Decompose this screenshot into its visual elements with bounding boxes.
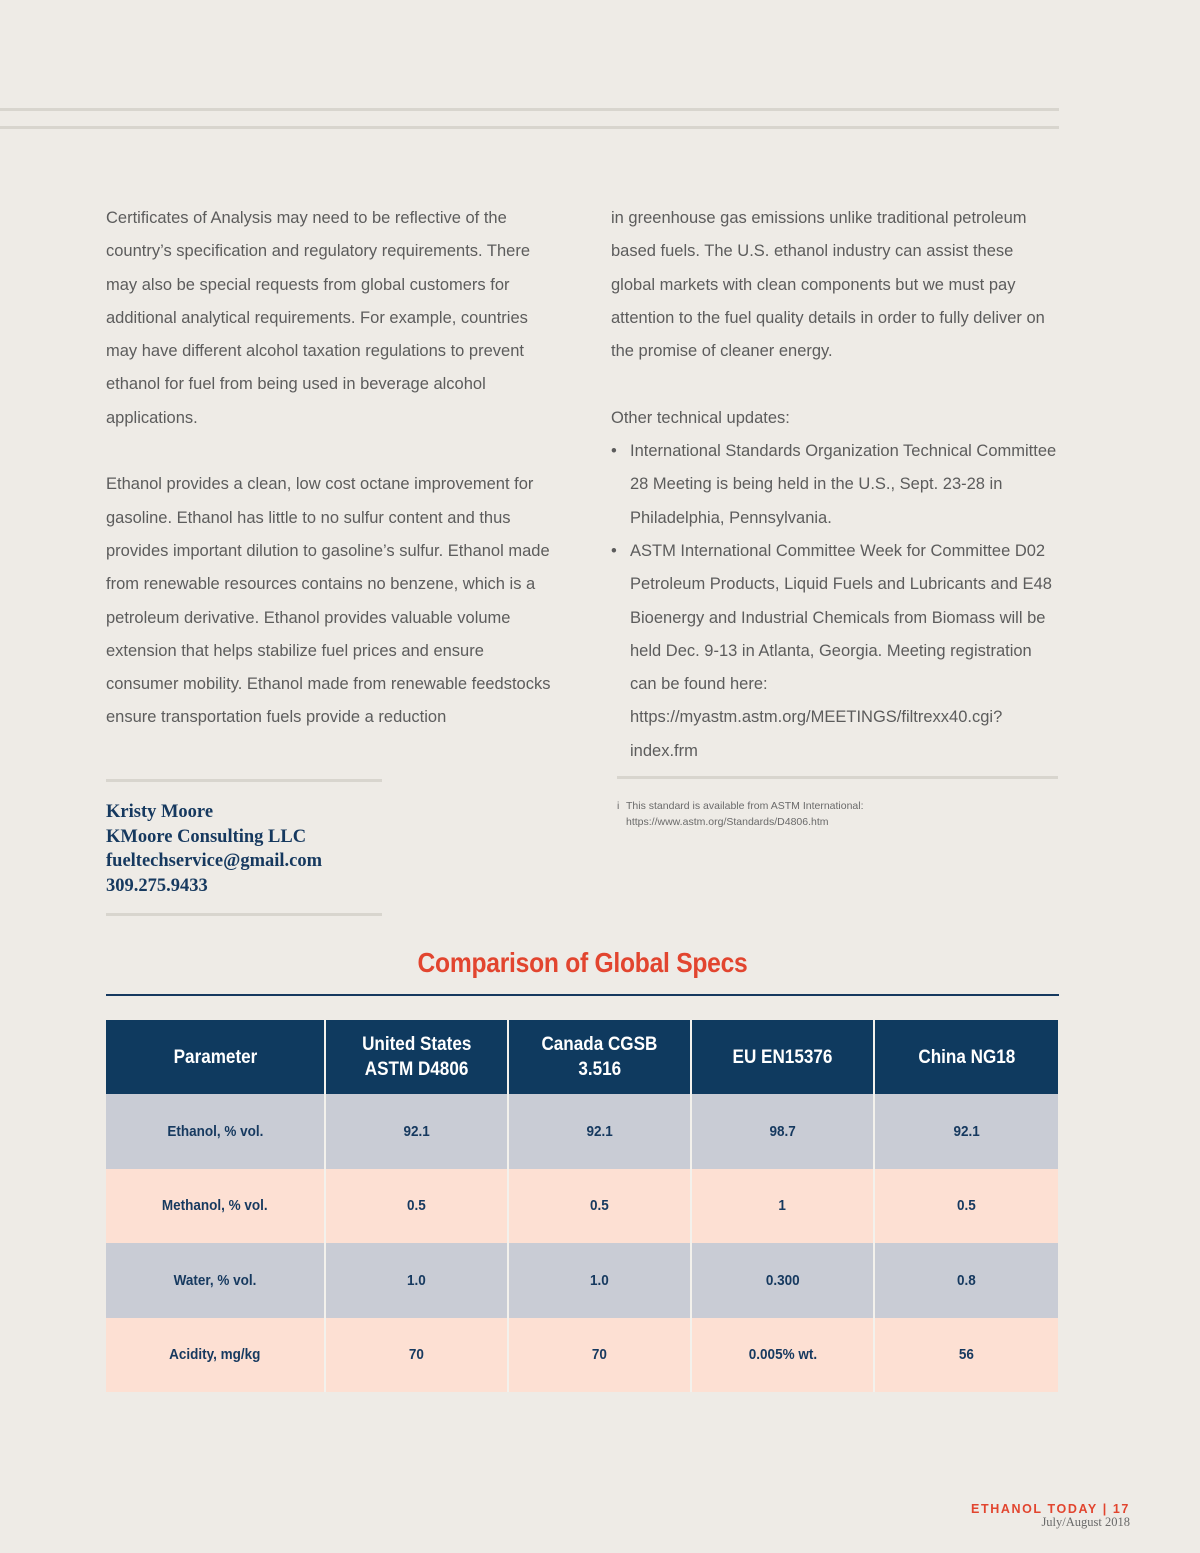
row-label: Methanol, % vol. xyxy=(106,1169,325,1244)
bullet-icon: • xyxy=(611,541,617,560)
header-canada: Canada CGSB 3.516 xyxy=(508,1020,691,1094)
footnote-text: This standard is available from ASTM International: https://www.astm.org/Standards/D4806.htm xyxy=(626,800,864,828)
footnote-divider xyxy=(617,776,1058,779)
table-cell: 98.7 xyxy=(691,1094,874,1169)
table-cell: 56 xyxy=(874,1318,1058,1393)
author-email[interactable]: fueltechservice@gmail.com xyxy=(106,851,323,872)
header-china: China NG18 xyxy=(874,1020,1058,1094)
updates-heading: Other technical updates: xyxy=(611,408,790,427)
left-text-column xyxy=(106,202,551,735)
table-cell: 92.1 xyxy=(325,1094,508,1169)
footnote-marker: i xyxy=(617,800,620,812)
updates-list xyxy=(611,435,1061,768)
row-label: Acidity, mg/kg xyxy=(106,1318,325,1393)
body-paragraph: Certificates of Analysis may need to be reflective of the country’s specification and regulatory requirements. There may also be special requests from global customers for additional analytical requirements. For example, countries may have different alcohol taxation regulations to prevent ethanol for fuel from being used in beverage alcohol applications. xyxy=(106,209,531,427)
top-divider-rule xyxy=(0,108,1059,111)
table-cell: 92.1 xyxy=(508,1094,691,1169)
table-row xyxy=(106,1094,1058,1169)
header-eu: EU EN15376 xyxy=(691,1020,874,1094)
body-paragraph: in greenhouse gas emissions unlike traditional petroleum based fuels. The U.S. ethanol industry can assist these global markets with clean components but we must pay attention to the fuel quality details in order to fully deliver on the promise of cleaner energy. xyxy=(611,209,1045,361)
page-footer xyxy=(971,1502,1130,1530)
author-company: KMoore Consulting LLC xyxy=(106,826,307,847)
magazine-page-number: ETHANOL TODAY | 17 xyxy=(971,1502,1130,1516)
table-cell: 0.5 xyxy=(325,1169,508,1244)
list-item-text: ASTM International Committee Week for Committee D02 Petroleum Products, Liquid Fuels and Lubricants and E48 Bioenergy and Industrial Chemicals from Biomass will be held Dec. 9-13 in Atlanta, Georgia. Meeting registration can be found here: https://myastm.astm.org/MEETINGS/filtrexx40.cgi?index.frm xyxy=(630,541,1052,760)
list-item xyxy=(611,535,1061,768)
top-divider-rule-secondary xyxy=(0,126,1059,129)
footnote xyxy=(617,798,1057,830)
table-cell: 1.0 xyxy=(508,1243,691,1318)
author-divider-top xyxy=(106,779,382,782)
row-label: Water, % vol. xyxy=(106,1243,325,1318)
table-row xyxy=(106,1169,1058,1244)
table-row xyxy=(106,1318,1058,1393)
right-text-column xyxy=(611,202,1061,768)
author-block xyxy=(106,800,322,898)
header-united-states: United States ASTM D4806 xyxy=(325,1020,508,1094)
table-header-row xyxy=(106,1020,1058,1094)
table-cell: 0.300 xyxy=(691,1243,874,1318)
table-cell: 0.8 xyxy=(874,1243,1058,1318)
author-phone: 309.275.9433 xyxy=(106,875,208,896)
author-name: Kristy Moore xyxy=(106,802,214,822)
issue-date: July/August 2018 xyxy=(1041,1515,1130,1529)
table-cell: 70 xyxy=(508,1318,691,1393)
table-cell: 0.5 xyxy=(508,1169,691,1244)
table-row xyxy=(106,1243,1058,1318)
table-cell: 1 xyxy=(691,1169,874,1244)
bullet-icon: • xyxy=(611,442,617,461)
table-cell: 92.1 xyxy=(874,1094,1058,1169)
table-cell: 0.005% wt. xyxy=(691,1318,874,1393)
author-divider-bottom xyxy=(106,913,382,916)
specs-comparison-table xyxy=(106,1020,1058,1392)
body-paragraph: Ethanol provides a clean, low cost octane improvement for gasoline. Ethanol has little to no sulfur content and thus provides important dilution to gasoline’s sulfur. Ethanol made from renewable resources contains no benzene, which is a petroleum derivative. Ethanol provides valuable volume extension that helps stabilize fuel prices and ensure consumer mobility. Ethanol made from renewable feedstocks ensure transportation fuels provide a reduction xyxy=(106,475,551,727)
table-cell: 0.5 xyxy=(874,1169,1058,1244)
list-item xyxy=(611,435,1061,535)
header-parameter: Parameter xyxy=(106,1020,325,1094)
table-title-rule xyxy=(106,994,1059,996)
table-title: Comparison of Global Specs xyxy=(417,947,748,978)
list-item-text: International Standards Organization Technical Committee 28 Meeting is being held in the U.S., Sept. 23-28 in Philadelphia, Pennsylvania. xyxy=(630,442,1057,527)
table-cell: 70 xyxy=(325,1318,508,1393)
table-cell: 1.0 xyxy=(325,1243,508,1318)
row-label: Ethanol, % vol. xyxy=(106,1094,325,1169)
